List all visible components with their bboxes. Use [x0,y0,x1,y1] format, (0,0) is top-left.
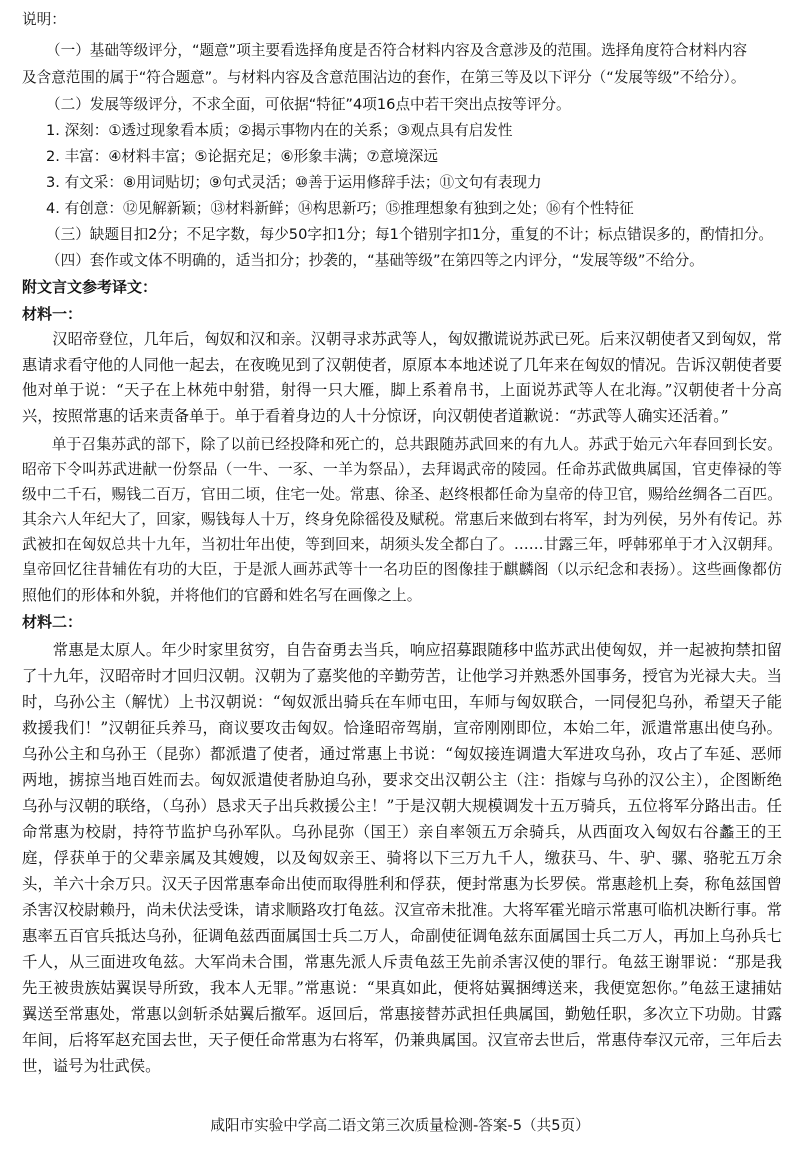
intro-criteria-2: 2. 丰富：④材料丰富；⑤论据充足；⑥形象丰满；⑦意境深远 [46,148,438,165]
intro-line: （四）套作或文体不明确的，适当扣分；抄袭的，“基础等级”在第四等之内评分，“发展等级”不给分。 [46,252,704,269]
intro-label: 说明： [22,11,66,28]
intro-line: （二）发展等级评分，不求全面，可依据“特征”4项16点中若干突出点按等评分。 [46,96,571,113]
material-2-title: 材料二： [22,613,83,631]
material-1-paragraph: 汉昭帝登位，几年后，匈奴和汉和亲。汉朝寻求苏武等人，匈奴撒谎说苏武已死。后来汉朝使者又到匈奴，常惠请求看守他的人同他一起去，在夜晚见到了汉朝使者，原原本本地述说了几年来在匈奴的情况。告诉汉朝使者要他对单于说：“天子在上林苑中射猎，射得一只大雁，脚上系着帛书，上面说苏武等人在北海。”汉朝使者十分高兴，按照常惠的话来责备单于。单于看着身边的人十分惊讶，向汉朝使者道歉说：“苏武等人确实还活着。” [22,330,782,426]
intro-line: （三）缺题目扣2分；不足字数，每少50字扣1分；每1个错别字扣1分，重复的不计；标点错误多的，酌情扣分。 [46,226,774,243]
page-footer: 咸阳市实验中学高二语文第三次质量检测-答案-5（共5页） [210,1117,590,1134]
intro-criteria-4: 4. 有创意：⑫见解新颖；⑬材料新鲜；⑭构思新巧；⑮推理想象有独到之处；⑯有个性特征 [46,200,634,217]
material-2-paragraph: 常惠是太原人。年少时家里贫穷，自告奋勇去当兵，响应招募跟随移中监苏武出使匈奴，并一起被拘禁扣留了十九年，汉昭帝时才回归汉朝。汉朝为了嘉奖他的辛勤劳苦，让他学习并熟悉外国事务，授官为光禄大夫。当时，乌孙公主（解忧）上书汉朝说：“匈奴派出骑兵在车师屯田，车师与匈奴联合，一同侵犯乌孙，希望天子能救援我们！”汉朝征兵养马，商议要攻击匈奴。恰逢昭帝驾崩，宣帝刚刚即位，本始二年，派遣常惠出使乌孙。乌孙公主和乌孙王（昆弥）都派遣了使者，通过常惠上书说：“匈奴接连调遣大军进攻乌孙，攻占了车延、恶师两地，掳掠当地百姓而去。匈奴派遣使者胁迫乌孙，要求交出汉朝公主（注：指嫁与乌孙的汉公主），企图断绝乌孙与汉朝的联络，（乌孙）恳求天子出兵救援公主！”于是汉朝大规模调发十五万骑兵，五位将军分路出击。任命常惠为校尉，持符节监护乌孙军队。乌孙昆弥（国王）亲自率领五万余骑兵，从西面攻入匈奴右谷蠡王的王庭，俘获单于的父辈亲属及其嫂嫂，以及匈奴亲王、骑将以下三万九千人，缴获马、牛、驴、骡、骆驼五万余头，羊六十余万只。汉天子因常惠奉命出使而取得胜利和俘获，便封常惠为长罗侯。常惠趁机上奏，称龟兹国曾杀害汉校尉赖丹，尚未伏法受诛，请求顺路攻打龟兹。汉宣帝未批准。大将军霍光暗示常惠可临机决断行事。常惠率五百官兵抵达乌孙，征调龟兹西面属国士兵二万人，命副使征调龟兹东面属国士兵二万人，再加上乌孙兵七千人，从三面进攻龟兹。大军尚未合围，常惠先派人斥责龟兹王先前杀害汉使的罪行。龟兹王谢罪说：“那是我先王被贵族姑翼误导所致，我本人无罪。”常惠说：“果真如此，便将姑翼捆缚送来，我便宽恕你。”龟兹王逮捕姑翼送至常惠处，常惠以剑斩杀姑翼后撤军。返回后，常惠接替苏武担任典属国，勤勉任职，多次立下功勋。甘露年间，后将军赵充国去世，天子便任命常惠为右将军，仍兼典属国。汉宣帝去世后，常惠侍奉汉元帝，三年后去世，谥号为壮武侯。 [22,641,782,1075]
intro-criteria-1: 1. 深刻：①透过现象看本质；②揭示事物内在的关系；③观点具有启发性 [46,122,513,139]
material-1-paragraph: 单于召集苏武的部下，除了以前已经投降和死亡的，总共跟随苏武回来的有九人。苏武于始元六年春回到长安。昭帝下令叫苏武进献一份祭品（一牛、一豕、一羊为祭品），去拜谒武帝的陵园。任命苏武做典属国，官吏俸禄的等级中二千石，赐钱二百万，官田二顷，住宅一处。常惠、徐圣、赵终根都任命为皇帝的侍卫官，赐给丝绸各二百匹。其余六人年纪大了，回家，赐钱每人十万，终身免除徭役及赋税。常惠后来做到右将军，封为列侯，另外有传记。苏武被扣在匈奴总共十九年，当初壮年出使，等到回来，胡须头发全都白了。……甘露三年，呼韩邪单于才入汉朝拜。皇帝回忆往昔辅佐有功的大臣，于是派人画苏武等十一名功臣的图像挂于麒麟阁（以示纪念和表扬）。这些画像都仿照他们的形体和外貌，并将他们的官爵和姓名写在画像之上。 [22,436,782,604]
intro-criteria-3: 3. 有文采：⑧用词贴切；⑨句式灵活；⑩善于运用修辞手法；⑪文句有表现力 [46,174,542,191]
intro-line: （一）基础等级评分，“题意”项主要看选择角度是否符合材料内容及含意涉及的范围。选择角度符合材料内容 [46,42,748,59]
appendix-title: 附文言文参考译文： [22,278,158,296]
material-1-title: 材料一： [22,305,83,323]
intro-line: 及含意范围的属于“符合题意”。与材料内容及含意范围沾边的套作，在第三等及以下评分（“发展等级”不给分）。 [22,69,746,86]
